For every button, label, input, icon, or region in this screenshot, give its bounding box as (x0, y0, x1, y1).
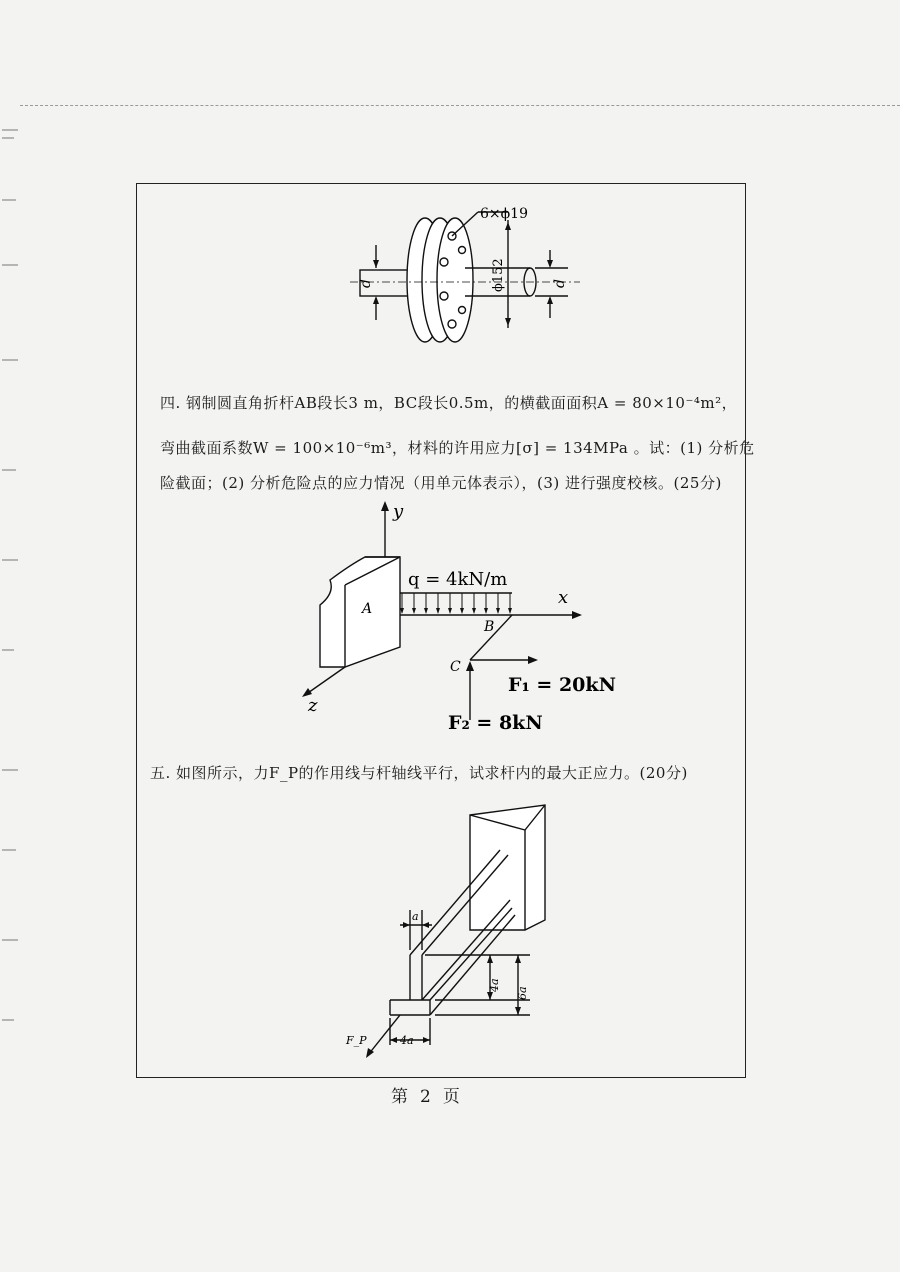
q5-line-1: 五. 如图所示，力F_P的作用线与杆轴线平行，试求杆内的最大正应力。(20分) (150, 764, 688, 782)
a-dim-label: a (412, 910, 419, 923)
x-axis-label: x (558, 587, 569, 608)
6a-label: 6a (516, 986, 529, 1000)
4a-horizontal-label: 4a (400, 1034, 414, 1047)
f2-label: F₂ = 8kN (448, 712, 543, 734)
diameter-label: ϕ152 (491, 258, 506, 292)
page-num-value: 2 (420, 1087, 431, 1107)
4a-vertical-label: 4a (488, 978, 501, 992)
t-beam-figure (340, 800, 570, 1060)
point-b-label: B (484, 619, 495, 635)
flange-coupling-figure (340, 200, 590, 360)
point-a-label: A (362, 601, 373, 617)
d-right-label: d (552, 279, 568, 288)
point-c-label: C (450, 659, 461, 675)
q4-line-3: 险截面；(2) 分析危险点的应力情况（用单元体表示），(3) 进行强度校核。(25分) (160, 474, 722, 492)
scan-line (20, 105, 900, 106)
q4-line-1: 四. 钢制圆直角折杆AB段长3 m，BC段长0.5m，的横截面面积A = 80×10⁻⁴m²， (160, 394, 738, 412)
page-number (385, 1082, 466, 1107)
bent-bar-figure (290, 495, 630, 745)
q-load-label: q = 4kN/m (408, 569, 508, 590)
d-left-label: d (358, 279, 374, 288)
q4-line-2: 弯曲截面系数W = 100×10⁻⁶m³，材料的许用应力[σ] = 134MPa 。试：(1) 分析危 (160, 439, 755, 457)
fp-label: F_P (346, 1034, 367, 1047)
f1-label: F₁ = 20kN (508, 674, 616, 696)
hole-label: 6×ϕ19 (480, 206, 528, 222)
y-axis-label: y (393, 501, 404, 522)
page-di: 第 (391, 1087, 408, 1107)
z-axis-label: z (308, 695, 318, 716)
page-ye: 页 (442, 1087, 460, 1107)
scan-edge-marks (0, 90, 20, 1090)
